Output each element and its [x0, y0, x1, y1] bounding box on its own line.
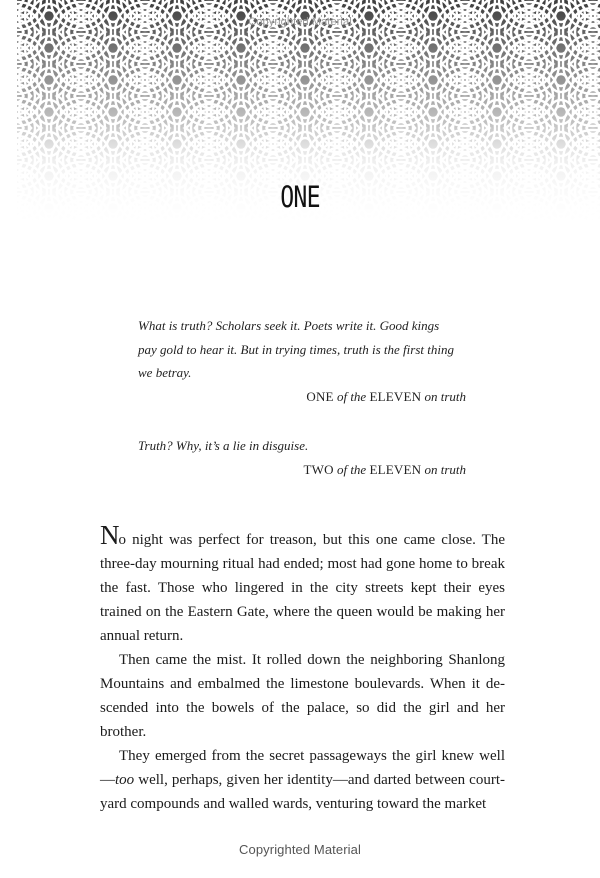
- attribution-speaker: ONE: [306, 388, 334, 404]
- paragraph-text: They emerged from the secret passageways the girl knew well—: [100, 748, 505, 788]
- drop-cap: N: [100, 520, 119, 550]
- epigraph-attribution: [138, 458, 466, 482]
- epigraph-line: What is truth? Scholars seek it. Poets write it. Good kings: [138, 318, 440, 333]
- attribution-connector: of the: [336, 388, 367, 404]
- chapter-body: [100, 520, 505, 816]
- attribution-connector: of the: [336, 461, 367, 477]
- paragraph-text: well, perhaps, given her identity—and darted between courtyard compounds and walled wards, venturing toward the market: [100, 772, 505, 812]
- epigraph-line: we betray.: [138, 365, 192, 381]
- body-paragraph: [100, 520, 505, 648]
- body-paragraph: [100, 744, 505, 816]
- attribution-speaker: TWO: [303, 461, 334, 477]
- attribution-group: ELEVEN: [369, 388, 422, 404]
- attribution-group: ELEVEN: [369, 461, 422, 477]
- epigraph-one: [138, 314, 466, 408]
- emphasis-text: too: [115, 772, 135, 788]
- body-paragraph: Then came the mist. It rolled down the neighboring Shanlong Mountains and embalmed the limestone boulevards. When it descended into the bowels of the palace, so did the girl and her brother.: [100, 652, 505, 740]
- epigraph-two: [138, 434, 466, 481]
- epigraph-line: Truth? Why, it’s a lie in disguise.: [138, 438, 309, 453]
- attribution-topic: on truth: [424, 461, 466, 477]
- attribution-topic: on truth: [424, 388, 466, 404]
- epigraph-line: pay gold to hear it. But in trying times, truth is the first thing: [138, 341, 454, 357]
- copyright-watermark-bottom: Copyrighted Material: [239, 842, 361, 857]
- epigraph-attribution: [138, 385, 466, 409]
- paragraph-text: o night was perfect for treason, but this one came close. The three-day mourning ritual had ended; most had gone home to break the fast. Those who lingered in the city streets kept their eyes trained on the Eastern Gate, where the queen would be making her annual return.: [100, 532, 505, 644]
- copyright-watermark-top: Copyrighted Material: [248, 16, 352, 28]
- chapter-title: ONE: [280, 180, 320, 214]
